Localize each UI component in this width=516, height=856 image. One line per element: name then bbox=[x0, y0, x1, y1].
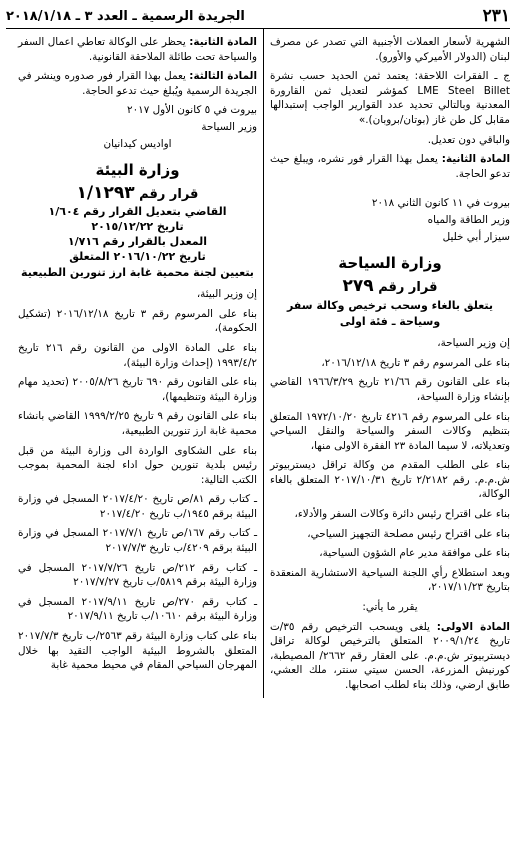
intro: إن وزير البيئة، bbox=[196, 288, 257, 301]
article-3 bbox=[18, 69, 257, 98]
citation: بناء على القانون رقم ٦٩٠ تاريخ ٢٠٠٥/٨/٢٦ (تحديد مهام وزارة البيئة وتنظيمها)، bbox=[18, 376, 258, 403]
article-label: المادة الثالثة: bbox=[189, 70, 258, 83]
citation: بناء على المرسوم رقم ٤٢١٦ تاريخ ١٩٧٢/١٠/٢٠ المتعلق بتنظيم وكالات السفر والسياحة والنقل السياحي وتعديلاته، لا سيما المادة ٢٣ الفقرة الاولى منها، bbox=[270, 410, 511, 452]
article-text: يلغى ويسحب الترخيص رقم ٣٥/ت تاريخ ٢٠٠٩/١/٢٤ المتعلق بالترخيص لوكالة تراقل ديستربيوتر ش.م.م. على العقار رقم ٢٦٦٢/ المصيطبة، كورنيش المزرعة، الحسن سيتي سنتر، ملك العشي، طابق ارضي، وذلك بناء لطلب اصحابها. bbox=[270, 620, 510, 691]
article-label: المادة الاولى: bbox=[436, 620, 510, 633]
citation: بناء على القانون رقم ٢١/٦٦ تاريخ ١٩٦٦/٣/٢٩ القاضي بإنشاء وزارة السياحة، bbox=[270, 376, 510, 403]
minister-name: اواديس كيدانيان bbox=[103, 137, 172, 150]
right-column bbox=[264, 29, 510, 698]
citation: بناء على اقتراح رئيس مصلحة التجهيز السياحي، bbox=[307, 527, 510, 540]
minister-name: سيزار أبي خليل bbox=[442, 230, 510, 243]
list-item: ـ كتاب رقم ١٦٧/ص تاريخ ٢٠١٧/٧/١ المسجل في وزارة البيئة برقم ٤٢٠٩/ب تاريخ ٢٠١٧/٧/٣ bbox=[18, 527, 257, 555]
minister-title: وزير السياحة bbox=[201, 120, 257, 133]
decides: يقرر ما يأتي: bbox=[362, 601, 418, 614]
signature-date: بيروت في ١١ كانون الثاني ٢٠١٨ bbox=[371, 197, 510, 210]
left-column bbox=[18, 29, 264, 698]
citation: بناء على الطلب المقدم من وكالة تراقل ديستربيوتر ش.م.م. رقم ٢/٢١٨٢ تاريخ ٢٠١٧/١٠/٣١ المتعلق بالغاء الوكالة، bbox=[270, 459, 510, 501]
signature-block bbox=[18, 103, 257, 151]
article-text: يعمل بهذا القرار فور نشره، ويبلغ حيث تدعو الحاجة. bbox=[270, 153, 510, 180]
citation: بناء على كتاب وزارة البيئة رقم ٢٥٦٣/ب تاريخ ٢٠١٧/٧/٣ المتعلق بالشروط البيئية الواجب التقيد بها خلال المهرجان السياحي المقام في محيط محمية غابة bbox=[18, 630, 257, 672]
article-2 bbox=[18, 35, 257, 64]
ministry-heading: وزارة البيئة bbox=[95, 161, 180, 180]
list-item: ـ كتاب رقم ٢٧٠/ص تاريخ ٢٠١٧/٩/١١ المسجل في وزارة البيئة برقم ١٠٦١٠/ب تاريخ ٢٠١٧/٩/١١ bbox=[18, 595, 258, 623]
decision-line: المعدل بالقرار رقم ١/٧١٦ bbox=[67, 235, 208, 249]
citation: وبعد استطلاع رأي اللجنة السياحية الاستشارية المنعقدة بتاريخ ٢٠١٧/١١/٢٣، bbox=[270, 566, 510, 594]
intro: إن وزير السياحة، bbox=[437, 337, 510, 350]
paragraph: ج ـ الفقرات اللاحقة: يعتمد ثمن الحديد حسب نشرة LME Steel Billet كمؤشر لتعديل ثمن القارورة المعدنية وبالتالي تحديد عدد القوارير الواجب إستبدالها مقابل كل طن غاز (بوتان/بروبان).» bbox=[270, 70, 510, 126]
citation: بناء على القانون رقم ٩ تاريخ ١٩٩٩/٢/٢٥ القاضي بانشاء محمية غابة ارز تنورين الطبيعية، bbox=[18, 410, 257, 437]
article-text: يعمل بهذا القرار فور صدوره وينشر في الجريدة الرسمية ويُبلغ حيث تدعو الحاجة. bbox=[18, 70, 257, 97]
list-item: ـ كتاب رقم ٢١٢/ص تاريخ ٢٠١٧/٧/٢٦ المسجل في وزارة البيئة برقم ٥٨١٩/ب تاريخ ٢٠١٧/٧/٢٧ bbox=[18, 561, 258, 589]
ministry-heading: وزارة السياحة bbox=[338, 254, 442, 273]
paragraph: الشهرية لأسعار العملات الأجنبية التي تصدر عن مصرف لبنان (الدولار الأميركي والأورو). bbox=[270, 36, 510, 63]
citation: بناء على المرسوم رقم ٣ تاريخ ٢٠١٦/١٢/١٨ (تشكيل الحكومة)، bbox=[18, 307, 258, 335]
minister-title: وزير الطاقة والمياه bbox=[427, 213, 510, 226]
article-label: المادة الثانية: bbox=[441, 153, 511, 166]
paragraph: والباقي دون تعديل. bbox=[427, 133, 510, 146]
article-label: المادة الثانية: bbox=[189, 36, 257, 48]
decision-subject: بتعيين لجنة محمية غابة ارز تنورين الطبيعية bbox=[21, 266, 254, 280]
article-text: يحظر على الوكالة تعاطي اعمال السفر والسياحة تحت طائلة الملاحقة القانونية. bbox=[18, 36, 257, 63]
signature-block bbox=[270, 196, 510, 244]
citation: بناء على الشكاوى الواردة الى وزارة البيئة من قبل رئيس بلدية تنورين حول اداء لجنة المحمية بموجب الكتب التالية: bbox=[18, 444, 257, 486]
decision-number: قرار رقم ٢٧٩ bbox=[342, 276, 438, 297]
columns bbox=[6, 29, 510, 698]
decision-subject: يتعلق بالغاء وسحب ترخيص وكالة سفر وسياحة ـ فئة اولى bbox=[286, 299, 494, 329]
citation: بناء على اقتراح رئيس دائرة وكالات السفر والأدلاء، bbox=[294, 508, 510, 521]
decision-line: تاريخ ٢٠١٦/١٠/٢٢ المتعلق bbox=[69, 250, 206, 264]
signature-date: بيروت في ٥ كانون الأول ٢٠١٧ bbox=[126, 104, 257, 117]
citation: بناء على موافقة مدير عام الشؤون السياحية، bbox=[319, 547, 510, 560]
decision-number: قرار رقم ١/١٢٩٣ bbox=[76, 183, 199, 204]
citation: بناء على المادة الاولى من القانون رقم ٢١٦ تاريخ ١٩٩٣/٤/٢ (إحداث وزارة البيئة)، bbox=[18, 341, 257, 369]
article-2 bbox=[270, 152, 510, 181]
list-item: ـ كتاب رقم ٨١/ص تاريخ ٢٠١٧/٤/٢٠ المسجل في وزارة البيئة برقم ١٩٤٥/ب تاريخ ٢٠١٧/٤/٢٠ bbox=[18, 493, 257, 520]
issue-info: الجريدة الرسمية ـ العدد ٣ ـ ٢٠١٨/١/١٨ bbox=[6, 8, 245, 24]
page-header bbox=[6, 4, 510, 29]
citation: بناء على المرسوم رقم ٣ تاريخ ٢٠١٦/١٢/١٨، bbox=[321, 356, 510, 369]
page-number: ٢٣١ bbox=[482, 6, 510, 26]
decision-line: القاضي بتعديل القرار رقم ١/٦٠٤ bbox=[48, 205, 227, 219]
article-1 bbox=[270, 620, 510, 693]
decision-line: تاريخ ٢٠١٥/١٢/٢٢ bbox=[91, 220, 184, 234]
